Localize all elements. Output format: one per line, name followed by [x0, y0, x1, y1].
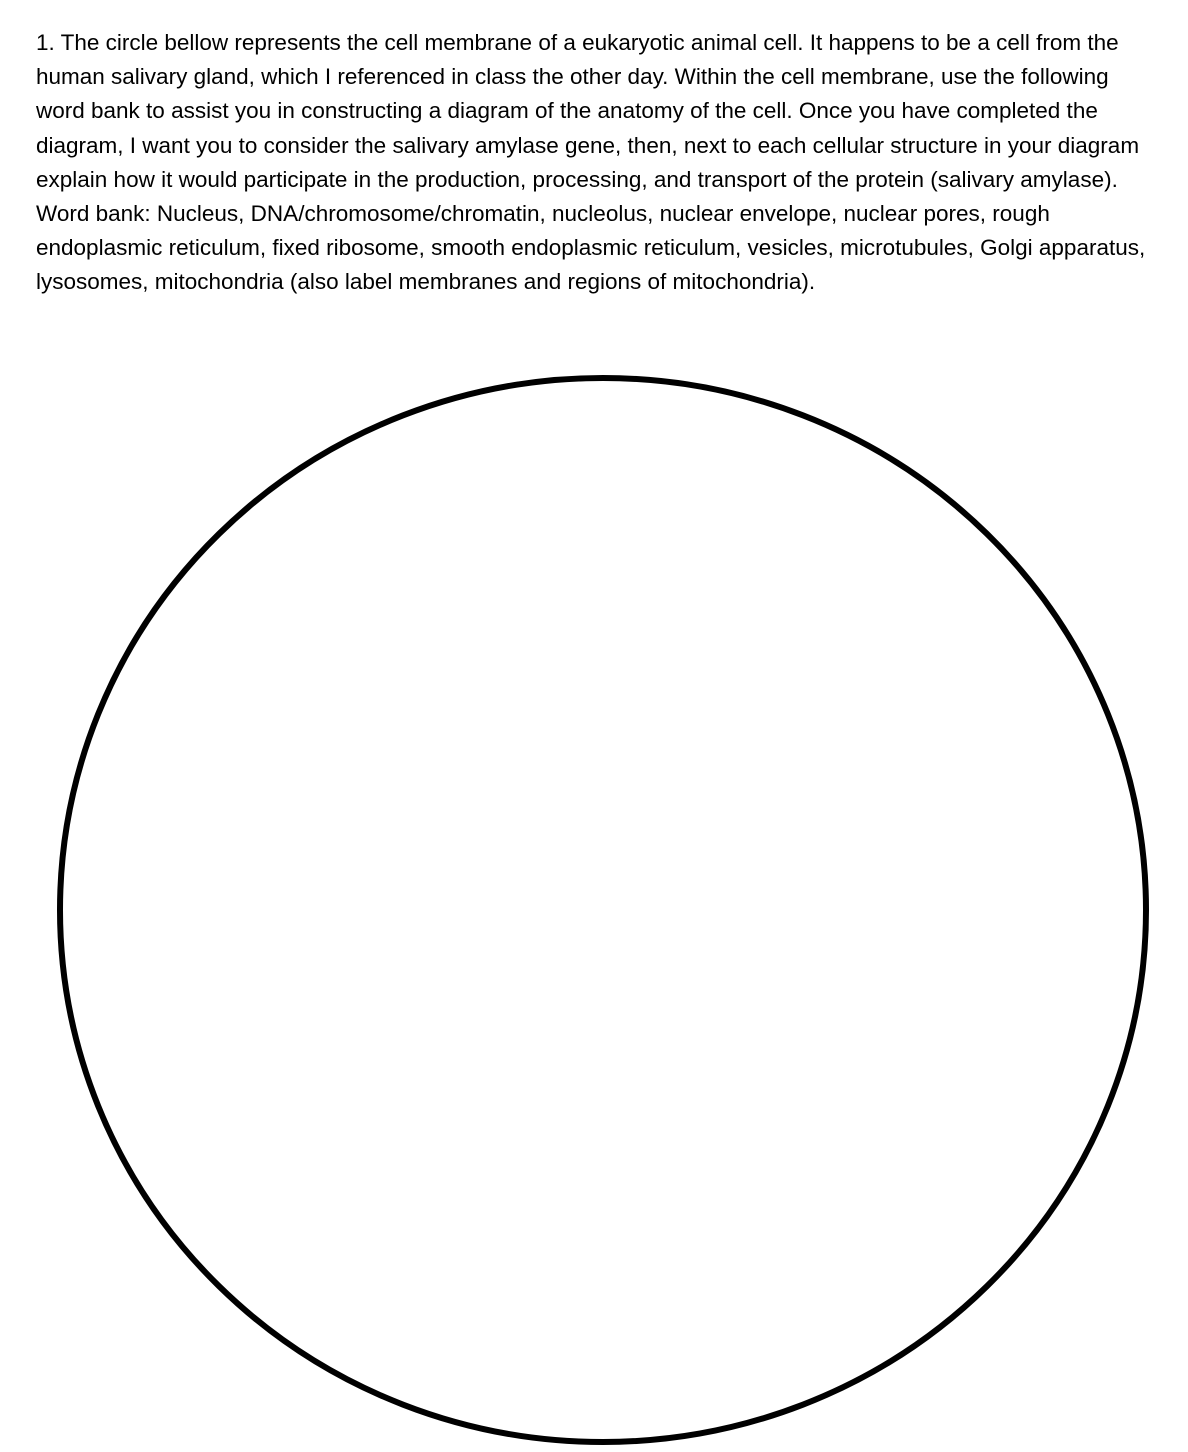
question-text: 1. The circle bellow represents the cell membrane of a eukaryotic animal cell. It happens to be a cell from the human salivary gland, which I referenced in class the other day. Within the cell membrane, use the following word bank to assist you in constructing a diagram of the anatomy of the cell. Once you have completed the diagram, I want you to consider the salivary amylase gene, then, next to each cellular structure in your diagram explain how it would participate in the production, processing, and transport of the protein (salivary amylase). Word bank: Nucleus, DNA/chromosome/chromatin, nucleolus, nuclear envelope, nuclear pores, rough endoplasmic reticulum, fixed ribosome, smooth endoplasmic reticulum, vesicles, microtubules, Golgi apparatus, lysosomes, mitochondria (also label membranes and regions of mitochondria). — [36, 30, 1146, 295]
cell-membrane-circle — [60, 378, 1146, 1442]
